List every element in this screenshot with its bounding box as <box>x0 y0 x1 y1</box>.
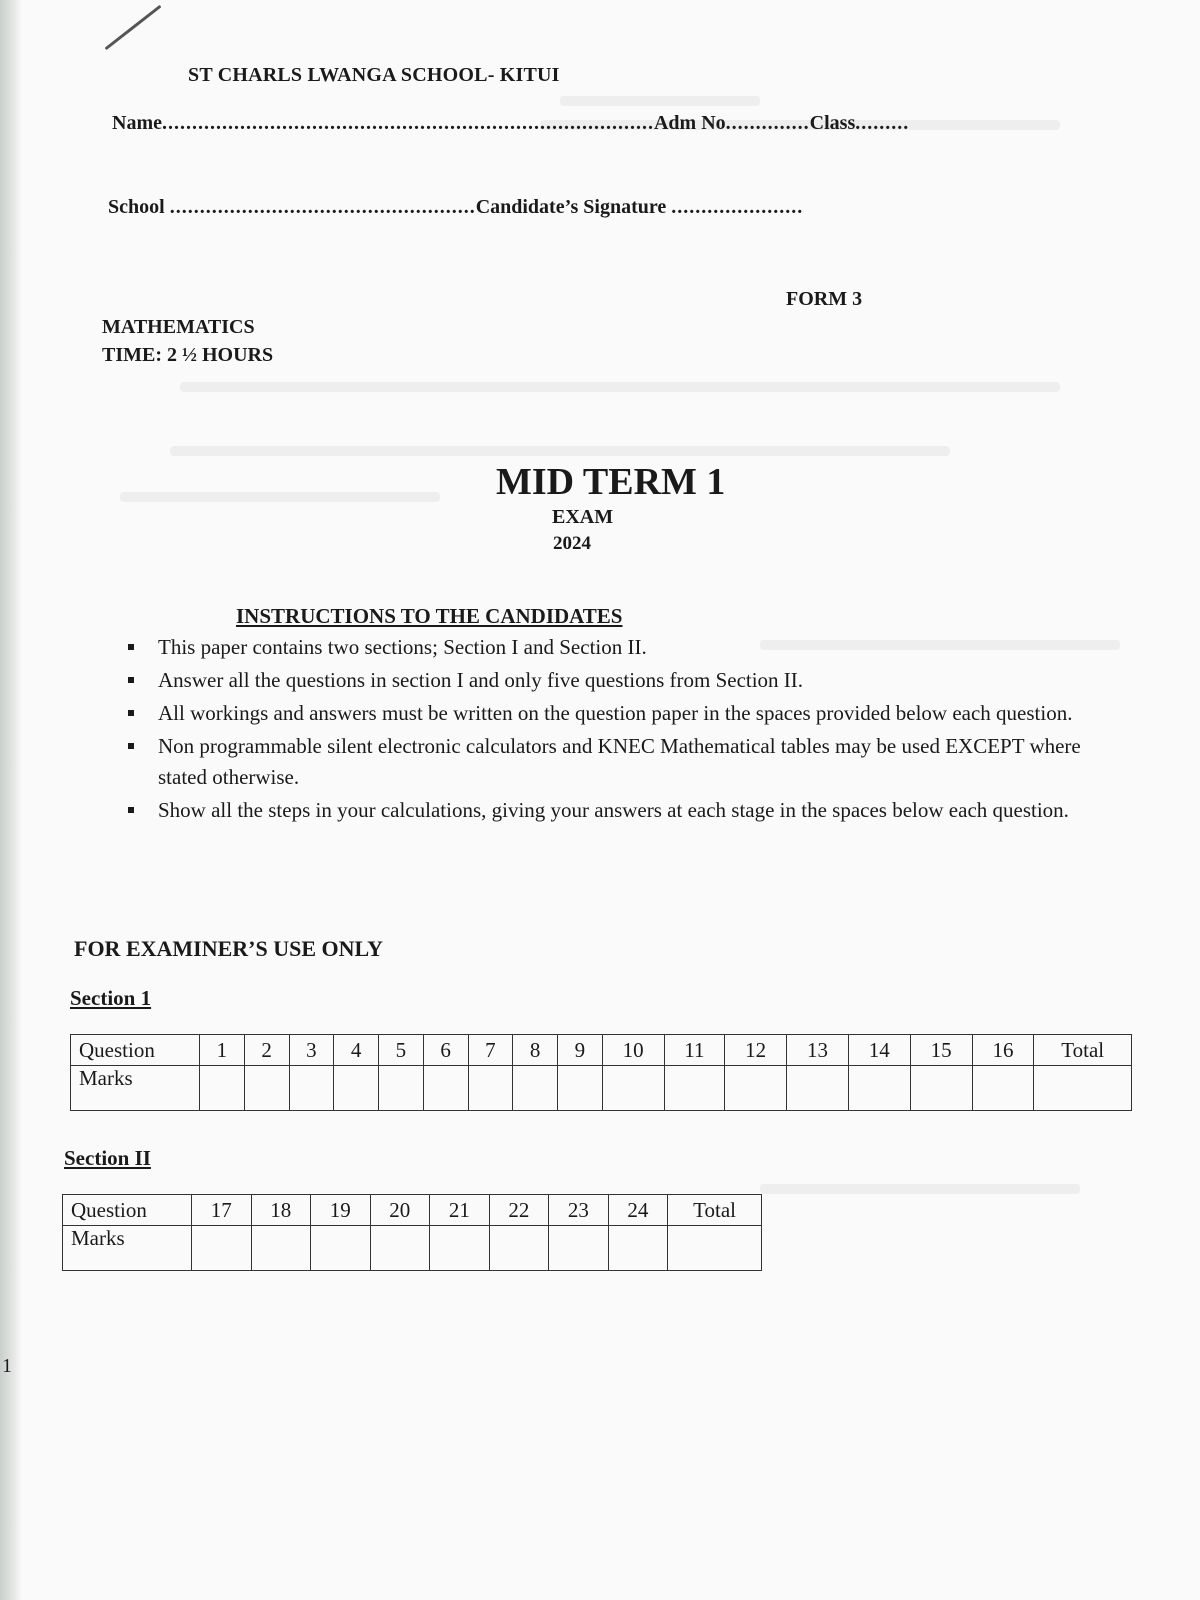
bleed-through <box>170 446 950 456</box>
pen-mark <box>104 5 161 50</box>
name-label: Name <box>112 112 162 134</box>
exam-subtitle: EXAM <box>552 506 614 528</box>
question-number-cell: 3 <box>289 1035 334 1066</box>
total-column-header: Total <box>668 1195 762 1226</box>
bleed-through <box>120 492 440 502</box>
question-row <box>71 1035 1132 1066</box>
marks-row <box>71 1066 1132 1111</box>
marks-entry-cell[interactable] <box>848 1066 910 1111</box>
form-level: FORM 3 <box>786 288 863 310</box>
question-number-cell: 17 <box>192 1195 252 1226</box>
marks-row-label: Marks <box>71 1066 200 1111</box>
section-2-marks-table <box>62 1194 762 1271</box>
class-label: Class <box>809 112 856 134</box>
margin-mark: 1 <box>2 1355 12 1377</box>
question-number-cell: 19 <box>311 1195 371 1226</box>
question-number-cell: 24 <box>608 1195 668 1226</box>
question-number-cell: 2 <box>244 1035 289 1066</box>
instructions-list <box>122 632 1122 828</box>
marks-entry-cell[interactable] <box>430 1226 490 1271</box>
name-line <box>112 112 909 135</box>
question-number-cell: 23 <box>549 1195 609 1226</box>
question-number-cell: 8 <box>513 1035 558 1066</box>
marks-entry-cell[interactable] <box>608 1226 668 1271</box>
marks-row <box>63 1226 762 1271</box>
question-number-cell: 20 <box>370 1195 430 1226</box>
question-number-cell: 1 <box>200 1035 245 1066</box>
class-fill-dots: ......... <box>855 112 910 134</box>
signature-fill-dots: ...................... <box>671 196 804 218</box>
question-number-cell: 18 <box>251 1195 311 1226</box>
marks-entry-cell[interactable] <box>787 1066 849 1111</box>
marks-entry-cell[interactable] <box>558 1066 603 1111</box>
question-number-cell: 7 <box>468 1035 513 1066</box>
question-number-cell: 16 <box>972 1035 1034 1066</box>
total-marks-cell[interactable] <box>668 1226 762 1271</box>
question-number-cell: 5 <box>379 1035 424 1066</box>
subject: MATHEMATICS <box>102 316 255 338</box>
marks-entry-cell[interactable] <box>972 1066 1034 1111</box>
section-2-label: Section II <box>64 1146 151 1170</box>
marks-entry-cell[interactable] <box>549 1226 609 1271</box>
question-number-cell: 21 <box>430 1195 490 1226</box>
marks-entry-cell[interactable] <box>289 1066 334 1111</box>
marks-entry-cell[interactable] <box>602 1066 664 1111</box>
marks-entry-cell[interactable] <box>910 1066 972 1111</box>
question-number-cell: 4 <box>334 1035 379 1066</box>
question-number-cell: 12 <box>725 1035 787 1066</box>
instruction-item: Answer all the questions in section I and only five questions from Section II. <box>122 665 1122 696</box>
exam-year: 2024 <box>553 533 591 554</box>
adm-fill-dots: .............. <box>725 112 810 134</box>
question-number-cell: 11 <box>664 1035 725 1066</box>
instruction-item: Show all the steps in your calculations, giving your answers at each stage in the spaces below each question. <box>122 795 1122 826</box>
instruction-item: All workings and answers must be written on the question paper in the spaces provided below each question. <box>122 698 1122 729</box>
marks-entry-cell[interactable] <box>244 1066 289 1111</box>
bleed-through <box>180 382 1060 392</box>
exam-title: MID TERM 1 <box>496 461 726 503</box>
adm-label: Adm No <box>653 112 726 134</box>
section-1-label: Section 1 <box>70 986 152 1010</box>
examiner-heading: FOR EXAMINER’S USE ONLY <box>74 936 384 961</box>
marks-row-label: Marks <box>63 1226 192 1271</box>
school-line <box>108 196 803 219</box>
school-name: ST CHARLS LWANGA SCHOOL- KITUI <box>188 64 560 86</box>
question-number-cell: 14 <box>848 1035 910 1066</box>
question-number-cell: 15 <box>910 1035 972 1066</box>
question-row <box>63 1195 762 1226</box>
marks-entry-cell[interactable] <box>489 1226 549 1271</box>
question-row-label: Question <box>63 1195 192 1226</box>
marks-entry-cell[interactable] <box>334 1066 379 1111</box>
marks-entry-cell[interactable] <box>200 1066 245 1111</box>
instruction-item: Non programmable silent electronic calculators and KNEC Mathematical tables may be used EXCEPT where stated otherwise. <box>122 731 1122 793</box>
school-fill-dots: ................................................... <box>169 196 476 218</box>
question-number-cell: 22 <box>489 1195 549 1226</box>
section-1-marks-table <box>70 1034 1132 1111</box>
name-fill-dots: .................................................................................. <box>161 112 654 134</box>
question-number-cell: 13 <box>787 1035 849 1066</box>
question-number-cell: 6 <box>423 1035 468 1066</box>
marks-entry-cell[interactable] <box>725 1066 787 1111</box>
bleed-through <box>760 1184 1080 1194</box>
question-number-cell: 9 <box>558 1035 603 1066</box>
marks-entry-cell[interactable] <box>664 1066 725 1111</box>
exam-duration: TIME: 2 ½ HOURS <box>102 344 274 366</box>
total-marks-cell[interactable] <box>1034 1066 1132 1111</box>
marks-entry-cell[interactable] <box>370 1226 430 1271</box>
instruction-item: This paper contains two sections; Section I and Section II. <box>122 632 1122 663</box>
school-label: School <box>108 196 165 218</box>
marks-entry-cell[interactable] <box>379 1066 424 1111</box>
marks-entry-cell[interactable] <box>311 1226 371 1271</box>
bleed-through <box>560 96 760 106</box>
signature-label: Candidate’s Signature <box>475 196 667 218</box>
total-column-header: Total <box>1034 1035 1132 1066</box>
instructions-heading: INSTRUCTIONS TO THE CANDIDATES <box>236 604 623 628</box>
question-number-cell: 10 <box>602 1035 664 1066</box>
marks-entry-cell[interactable] <box>251 1226 311 1271</box>
marks-entry-cell[interactable] <box>468 1066 513 1111</box>
marks-entry-cell[interactable] <box>513 1066 558 1111</box>
marks-entry-cell[interactable] <box>192 1226 252 1271</box>
marks-entry-cell[interactable] <box>423 1066 468 1111</box>
question-row-label: Question <box>71 1035 200 1066</box>
